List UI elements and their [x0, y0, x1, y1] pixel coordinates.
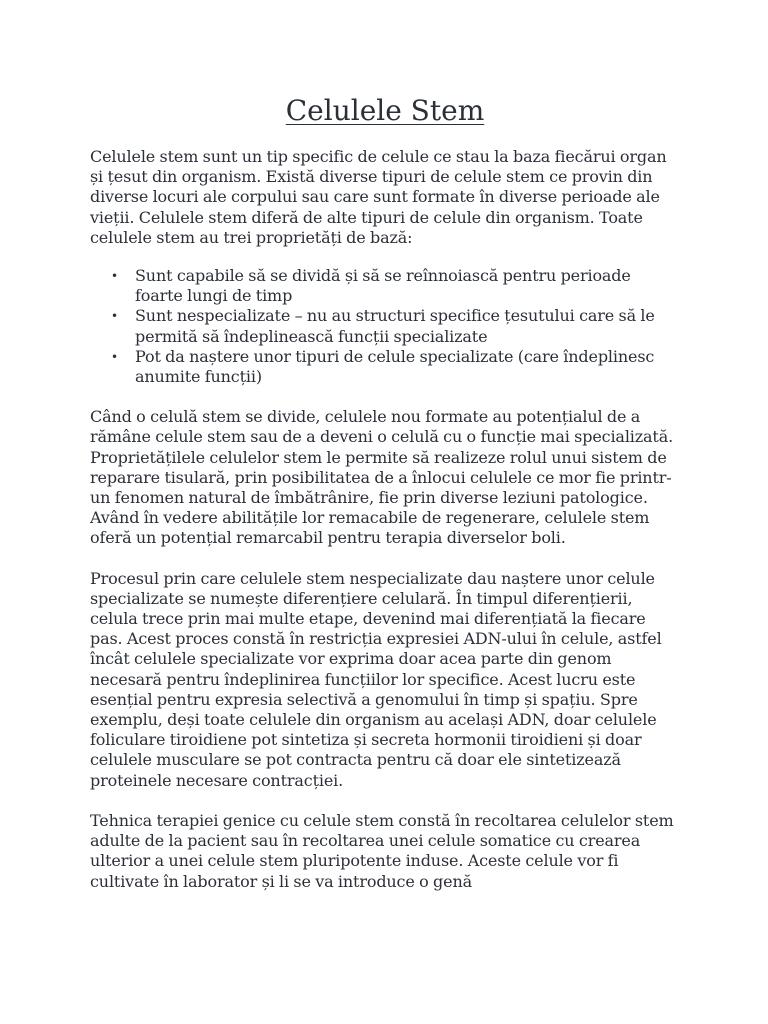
list-item — [111, 306, 680, 346]
list-item — [111, 266, 680, 306]
properties-list — [90, 266, 680, 387]
differentiation-paragraph: Procesul prin care celulele stem nespecializate dau naștere unor celule specializate se numește diferențiere celulară. În timpul diferențierii, celula trece prin mai multe etape, devenind mai diferențiată la fiecare pas. Acest proces constă în restricția expresiei ADN-ului în celule, astfel încât celulele specializate vor exprima doar acea parte din genom necesară pentru îndeplinirea funcțiilor lor specifice. Acest lucru este esențial pentru expresia selectivă a genomului în timp și spațiu. Spre exemplu, deși toate celulele din organism au același ADN, doar celulele foliculare tiroidiene pot sintetiza și secreta hormonii tiroidieni și doar celulele musculare se pot contracta pentru că doar ele sintetizează proteinele necesare contracției. — [90, 568, 662, 790]
bullet-icon: • — [111, 349, 118, 364]
list-item-text: Sunt capabile să se dividă și să se reînnoiască pentru perioade foarte lungi de timp — [135, 266, 631, 306]
gene-therapy-paragraph: Tehnica terapiei genice cu celule stem constă în recoltarea celulelor stem adulte de la pacient sau în recoltarea unei celule somatice cu crearea ulterior a unei celule stem pluripotente induse. Aceste celule vor fi cultivate în laborator și li se va introduce o genă — [90, 810, 674, 891]
list-item-text: Pot da naștere unor tipuri de celule specializate (care îndeplinesc anumite funcții) — [135, 346, 655, 387]
division-paragraph: Când o celulă stem se divide, celulele nou formate au potențialul de a rămâne celule stem sau de a deveni o celulă cu o funcție mai specializată. Proprietățilele celulelor stem le permite să realizeze rolul unui sistem de reparare tisulară, prin posibilitatea de a înlocui celulele ce mor fie printr-un fenomen natural de îmbătrânire, fie prin diverse leziuni patologice. Având în vedere abilitățile lor remacabile de regenerare, celulele stem oferă un potențial remarcabil pentru terapia diverselor boli. — [90, 407, 674, 548]
bullet-icon: • — [111, 269, 118, 284]
document-page — [90, 0, 680, 892]
document-title: Celulele Stem — [285, 94, 485, 127]
bullet-icon: • — [111, 309, 118, 324]
intro-paragraph: Celulele stem sunt un tip specific de celule ce stau la baza fiecărui organ și țesut din organism. Există diverse tipuri de celule stem ce provin din diverse locuri ale corpului sau care sunt formate în diverse perioade ale vieții. Celulele stem diferă de alte tipuri de celule din organism. Toate celulele stem au trei proprietăți de bază: — [90, 147, 667, 247]
list-item — [111, 346, 680, 387]
list-item-text: Sunt nespecializate – nu au structuri specifice țesutului care să le permită să îndeplinească funcții specializate — [135, 306, 655, 346]
